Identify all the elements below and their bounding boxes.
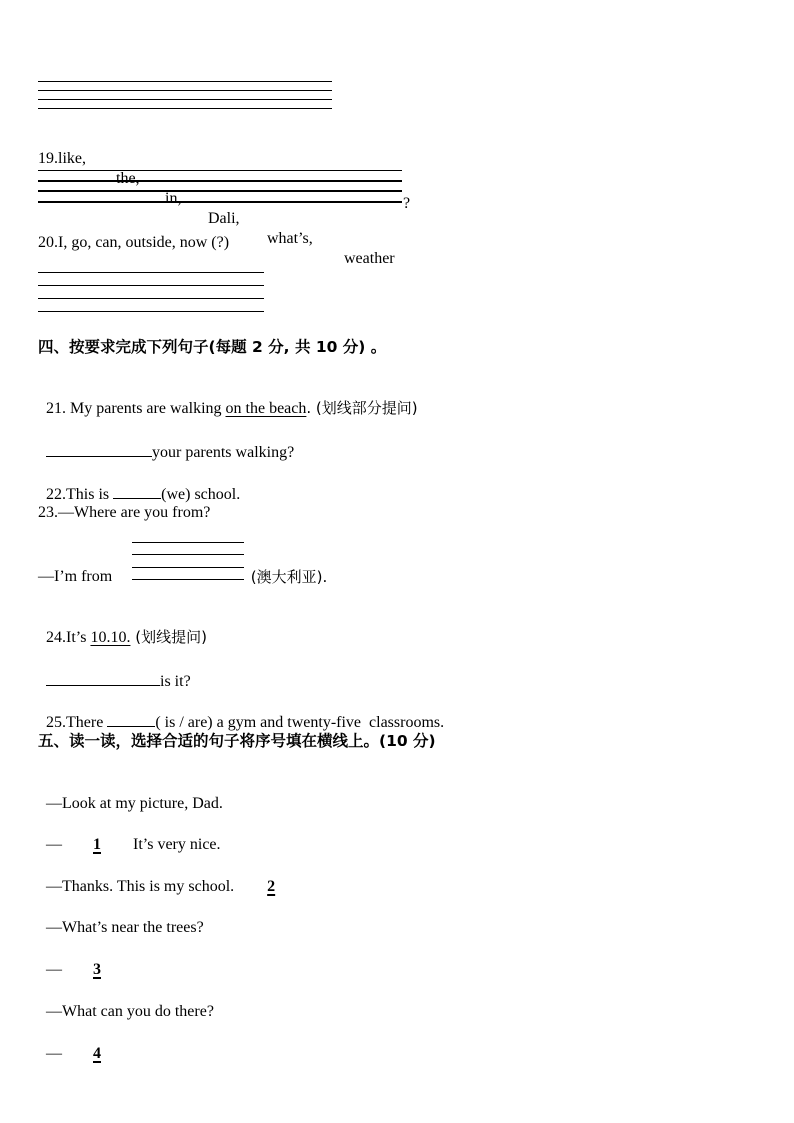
blank-number: 1 — [93, 836, 101, 853]
q21-suffix: . (划线部分提问) — [306, 399, 418, 417]
answer-line — [132, 554, 244, 555]
q22-prefix: 22.This is — [46, 486, 114, 503]
answer-line — [38, 201, 402, 203]
blank-number: 3 — [93, 961, 101, 978]
q21-answer-tail: your parents walking? — [152, 444, 295, 461]
q25-prefix: 25.There — [46, 714, 108, 731]
answer-line — [38, 170, 402, 171]
q19-word: the, — [116, 170, 140, 187]
answer-line — [38, 298, 264, 299]
blank-number: 2 — [267, 878, 276, 895]
dialogue-line — [38, 982, 214, 1022]
q19-word: 19.like, — [38, 150, 86, 167]
blank-3[interactable] — [65, 960, 129, 980]
q21-prefix: 21. My parents are walking — [46, 400, 226, 417]
blank-2[interactable] — [238, 877, 304, 897]
answer-line — [132, 579, 244, 580]
dialogue-dash: — — [46, 836, 62, 853]
q25-line — [38, 690, 444, 733]
q24-answer-line — [38, 649, 191, 692]
answer-line — [38, 180, 402, 182]
q21-line — [38, 378, 418, 419]
answer-line — [132, 542, 244, 543]
q23-question: 23.—Where are you from? — [38, 504, 211, 521]
answer-line — [38, 311, 264, 312]
blank-1[interactable] — [65, 835, 129, 855]
q22-blank[interactable] — [113, 482, 161, 499]
dialogue-text: It’s very nice. — [129, 836, 221, 853]
dialogue-line — [38, 940, 129, 980]
q24-answer-tail: is it? — [160, 673, 191, 690]
q19-word: weather — [344, 250, 395, 267]
dialogue-dash: — — [46, 795, 62, 812]
q22-suffix: (we) school. — [161, 486, 241, 503]
blank-number: 4 — [93, 1045, 101, 1062]
q19-word: Dali, — [208, 210, 240, 227]
dialogue-line — [38, 898, 204, 938]
q21-blank[interactable] — [46, 440, 152, 457]
dialogue-dash: — — [46, 1003, 62, 1020]
dialogue-line — [38, 815, 221, 855]
q22-line — [38, 462, 240, 505]
dialogue-text: What can you do there? — [62, 1003, 214, 1020]
answer-line — [38, 90, 332, 91]
answer-line — [38, 190, 402, 192]
q24-line — [38, 607, 207, 648]
q24-prefix: 24.It’s — [46, 629, 91, 646]
answer-line — [38, 99, 332, 100]
q25-suffix: ( is / are) a gym and twenty-five classrooms. — [155, 714, 445, 731]
q24-blank[interactable] — [46, 669, 160, 686]
answer-line — [38, 108, 332, 109]
q19-question-mark: ? — [403, 195, 411, 212]
dialogue-line — [38, 857, 304, 897]
dialogue-dash: — — [46, 878, 62, 895]
dialogue-dash: — — [46, 1045, 62, 1062]
dialogue-text: Thanks. This is my school. — [62, 878, 239, 895]
dialogue-dash: — — [46, 919, 62, 936]
q23-hint: (澳大利亚). — [246, 568, 328, 586]
section5-heading: 五、读一读，选择合适的句子将序号填在横线上。(10 分) — [38, 732, 436, 750]
q23-answer-prefix: —I’m from — [38, 568, 117, 585]
answer-line — [132, 567, 244, 568]
dialogue-line — [38, 1024, 129, 1064]
q24-underlined: 10.10. — [90, 629, 131, 646]
answer-line — [38, 272, 264, 273]
section4-heading: 四、按要求完成下列句子(每题 2 分, 共 10 分) 。 — [38, 338, 387, 356]
blank-4[interactable] — [65, 1044, 129, 1064]
q20-prompt: 20.I, go, can, outside, now (?) — [38, 234, 230, 251]
dialogue-text: What’s near the trees? — [62, 919, 204, 936]
dialogue-dash: — — [46, 961, 62, 978]
answer-line — [38, 285, 264, 286]
q25-blank[interactable] — [107, 710, 155, 727]
q24-suffix: (划线提问) — [130, 628, 207, 646]
q19-word: in, — [165, 190, 182, 207]
q21-answer-line — [38, 420, 294, 463]
dialogue-line — [38, 774, 223, 814]
answer-line — [38, 81, 332, 82]
q21-underlined: on the beach — [225, 400, 307, 417]
dialogue-text: Look at my picture, Dad. — [62, 795, 223, 812]
q19-word: what’s, — [267, 230, 313, 247]
